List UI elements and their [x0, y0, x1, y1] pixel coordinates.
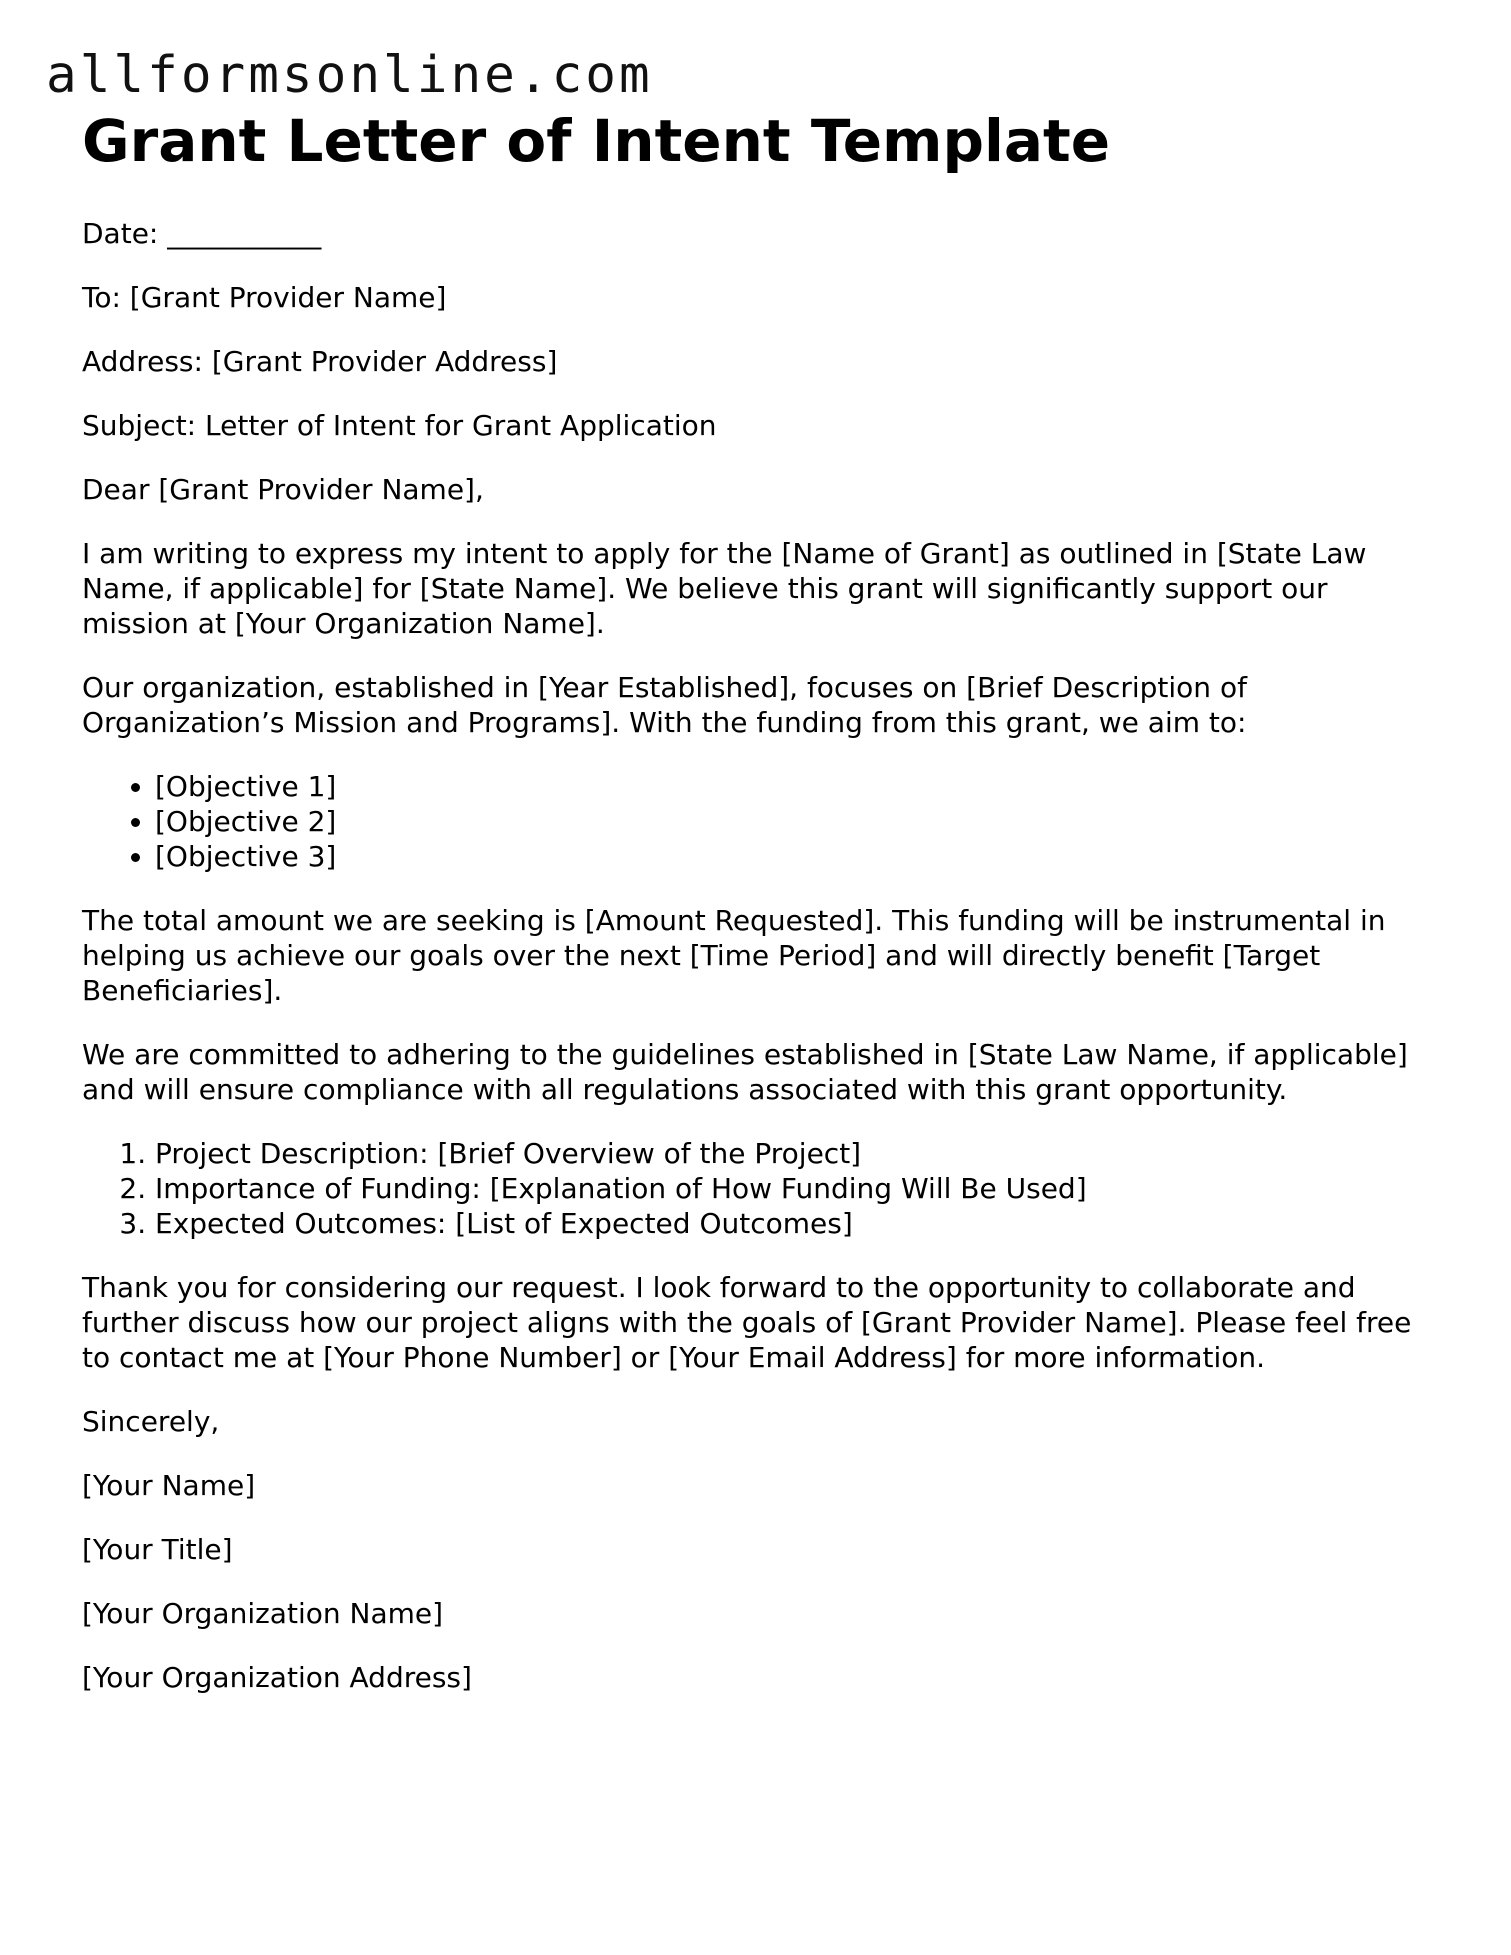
signature-title: [Your Title] — [82, 1533, 233, 1566]
organization-paragraph: Our organization, established in [Year Established], focuses on [Brief Description of Organization’s Mission and Programs]. With the funding from this grant, we aim to: — [82, 671, 1247, 739]
letter-document — [82, 102, 1422, 1695]
salutation: Dear [Grant Provider Name], — [82, 473, 484, 506]
subject-line: Subject: Letter of Intent for Grant Application — [82, 409, 717, 442]
objectives-list — [82, 769, 1422, 874]
intro-paragraph: I am writing to express my intent to apply for the [Name of Grant] as outlined in [State Law Name, if applicable] for [State Name]. We believe this grant will significantly support our mission at [Your Organization Name]. — [82, 537, 1367, 640]
closing: Sincerely, — [82, 1405, 220, 1438]
detail-item: 1. Project Description: [Brief Overview of the Project] — [155, 1136, 1422, 1171]
recipient-line: To: [Grant Provider Name] — [82, 281, 447, 314]
project-details-list — [82, 1136, 1422, 1241]
detail-item: 2. Importance of Funding: [Explanation of How Funding Will Be Used] — [155, 1171, 1422, 1206]
signature-organization: [Your Organization Name] — [82, 1597, 444, 1630]
amount-paragraph: The total amount we are seeking is [Amount Requested]. This funding will be instrumental in helping us achieve our goals over the next [Time Period] and will directly benefit [Target Beneficiaries]. — [82, 904, 1386, 1007]
objective-item: • [Objective 1] — [155, 769, 1422, 804]
signature-name: [Your Name] — [82, 1469, 256, 1502]
detail-item: 3. Expected Outcomes: [List of Expected Outcomes] — [155, 1206, 1422, 1241]
thanks-paragraph: Thank you for considering our request. I look forward to the opportunity to collaborate and further discuss how our project aligns with the goals of [Grant Provider Name]. Please feel free to contact me at [Your Phone Number] or [Your Email Address] for more information. — [82, 1271, 1412, 1374]
compliance-paragraph: We are committed to adhering to the guidelines established in [State Law Name, if applicable] and will ensure compliance with all regulations associated with this grant opportunity. — [82, 1038, 1408, 1106]
objective-item: • [Objective 2] — [155, 804, 1422, 839]
date-line: Date: ___________ — [82, 217, 322, 250]
objective-item: • [Objective 3] — [155, 839, 1422, 874]
document-title: Grant Letter of Intent Template — [82, 107, 1111, 175]
address-line: Address: [Grant Provider Address] — [82, 345, 558, 378]
site-watermark: allformsonline.com — [46, 46, 653, 105]
signature-organization-address: [Your Organization Address] — [82, 1661, 472, 1694]
